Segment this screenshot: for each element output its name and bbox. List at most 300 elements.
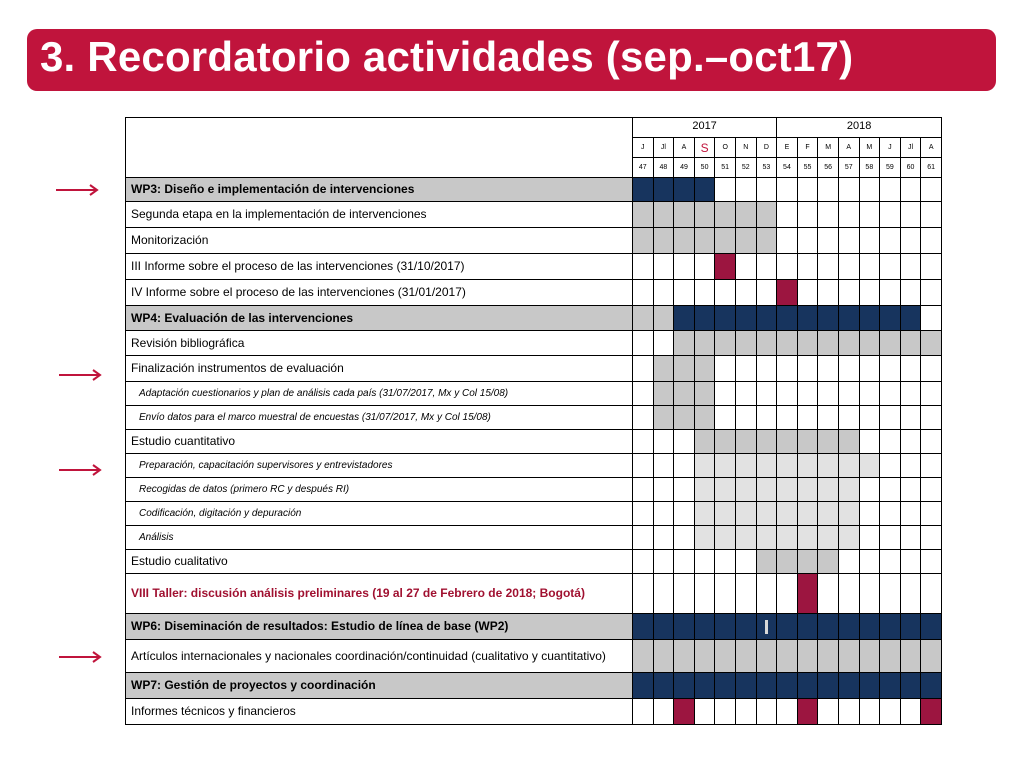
gantt-cell-active (900, 640, 921, 673)
task-label: Análisis (126, 526, 633, 550)
gantt-cell-workpackage (735, 306, 756, 331)
gantt-cell-planned (818, 502, 839, 526)
gantt-cell-empty (838, 382, 859, 406)
month-header: A (674, 138, 695, 158)
gantt-cell-planned (777, 526, 798, 550)
gantt-cell-empty (859, 254, 880, 280)
gantt-cell-workpackage (735, 614, 756, 640)
gantt-cell-empty (777, 356, 798, 382)
gantt-cell-active (756, 202, 777, 228)
gantt-cell-empty (674, 574, 695, 614)
gantt-cell-empty (735, 356, 756, 382)
gantt-cell-empty (859, 356, 880, 382)
gantt-cell-empty (880, 178, 901, 202)
gantt-cell-active (674, 356, 695, 382)
gantt-cell-workpackage (838, 673, 859, 699)
gantt-row (126, 614, 942, 640)
gantt-cell-empty (859, 202, 880, 228)
gantt-cell-empty (777, 574, 798, 614)
gantt-cell-workpackage (818, 673, 839, 699)
gantt-cell-planned (838, 478, 859, 502)
gantt-cell-active (818, 640, 839, 673)
month-header: E (777, 138, 798, 158)
gantt-cell-active (653, 306, 674, 331)
gantt-cell-planned (838, 526, 859, 550)
gantt-cell-empty (880, 430, 901, 454)
gantt-cell-empty (921, 228, 942, 254)
gantt-cell-empty (777, 382, 798, 406)
task-label: III Informe sobre el proceso de las intervenciones (31/10/2017) (126, 254, 633, 280)
gantt-cell-workpackage (797, 306, 818, 331)
gantt-cell-empty (859, 178, 880, 202)
gantt-cell-planned (715, 478, 736, 502)
gantt-cell-active (633, 202, 654, 228)
month-header: J (880, 138, 901, 158)
gantt-cell-planned (818, 478, 839, 502)
gantt-cell-active (797, 430, 818, 454)
title-banner (27, 29, 996, 91)
gantt-cell-active (797, 550, 818, 574)
gantt-cell-empty (880, 454, 901, 478)
month-header: J (633, 138, 654, 158)
gantt-cell-planned (694, 478, 715, 502)
gantt-cell-empty (900, 228, 921, 254)
gantt-cell-empty (653, 331, 674, 356)
gantt-row (126, 254, 942, 280)
gantt-cell-empty (715, 356, 736, 382)
gantt-cell-planned (735, 478, 756, 502)
week-number: 50 (694, 158, 715, 178)
month-header: S (694, 138, 715, 158)
gantt-cell-empty (859, 382, 880, 406)
gantt-cell-workpackage (653, 673, 674, 699)
gantt-cell-empty (797, 228, 818, 254)
gantt-cell-empty (735, 280, 756, 306)
gantt-cell-workpackage (653, 178, 674, 202)
gantt-cell-workpackage (900, 614, 921, 640)
gantt-cell-empty (859, 574, 880, 614)
gantt-cell-active (674, 406, 695, 430)
gantt-cell-empty (818, 178, 839, 202)
gantt-row (126, 526, 942, 550)
task-label: Preparación, capacitación supervisores y entrevistadores (126, 454, 633, 478)
gantt-cell-empty (653, 574, 674, 614)
gantt-cell-empty (838, 550, 859, 574)
gantt-cell-empty (900, 254, 921, 280)
gantt-row (126, 406, 942, 430)
gantt-cell-workpackage (715, 614, 736, 640)
gantt-cell-empty (921, 382, 942, 406)
gantt-cell-empty (674, 280, 695, 306)
gantt-cell-active (633, 640, 654, 673)
gantt-row (126, 178, 942, 202)
gantt-cell-empty (859, 406, 880, 430)
gantt-cell-active (694, 356, 715, 382)
gantt-cell-empty (880, 574, 901, 614)
gantt-cell-empty (756, 178, 777, 202)
gantt-cell-empty (735, 178, 756, 202)
gantt-cell-empty (900, 202, 921, 228)
gantt-cell-empty (797, 280, 818, 306)
gantt-cell-active (859, 331, 880, 356)
gantt-cell-empty (880, 382, 901, 406)
gantt-cell-workpackage (921, 614, 942, 640)
gantt-cell-empty (797, 178, 818, 202)
gantt-cell-empty (777, 254, 798, 280)
gantt-cell-active (694, 331, 715, 356)
gantt-cell-empty (921, 356, 942, 382)
gantt-cell-planned (756, 526, 777, 550)
gantt-cell-active (859, 640, 880, 673)
gantt-cell-empty (653, 430, 674, 454)
gantt-cell-empty (921, 574, 942, 614)
gantt-cell-active (715, 640, 736, 673)
gantt-cell-workpackage (633, 614, 654, 640)
arrow-right-icon (58, 368, 104, 382)
bar-marker (765, 620, 768, 634)
gantt-cell-workpackage (756, 614, 777, 640)
arrow-right-icon (55, 183, 101, 197)
gantt-cell-workpackage (859, 673, 880, 699)
gantt-cell-empty (859, 478, 880, 502)
gantt-cell-active (674, 228, 695, 254)
gantt-cell-empty (797, 382, 818, 406)
gantt-cell-empty (818, 382, 839, 406)
gantt-cell-active (694, 382, 715, 406)
gantt-cell-workpackage (880, 306, 901, 331)
gantt-cell-planned (735, 502, 756, 526)
gantt-cell-empty (633, 254, 654, 280)
gantt-cell-empty (756, 280, 777, 306)
gantt-row (126, 454, 942, 478)
task-label: Envío datos para el marco muestral de encuestas (31/07/2017, Mx y Col 15/08) (126, 406, 633, 430)
gantt-cell-empty (735, 254, 756, 280)
gantt-cell-empty (880, 699, 901, 725)
gantt-cell-workpackage (777, 673, 798, 699)
header-corner (126, 118, 633, 178)
task-label: Monitorización (126, 228, 633, 254)
gantt-cell-active (735, 331, 756, 356)
gantt-cell-empty (633, 550, 654, 574)
gantt-cell-planned (756, 478, 777, 502)
gantt-cell-empty (653, 699, 674, 725)
gantt-cell-active (880, 640, 901, 673)
gantt-cell-empty (633, 574, 654, 614)
gantt-cell-empty (756, 699, 777, 725)
gantt-cell-empty (818, 254, 839, 280)
gantt-row (126, 331, 942, 356)
gantt-cell-empty (921, 526, 942, 550)
gantt-cell-active (777, 430, 798, 454)
task-label: WP3: Diseño e implementación de intervenciones (126, 178, 633, 202)
task-label: Estudio cualitativo (126, 550, 633, 574)
week-number: 55 (797, 158, 818, 178)
gantt-cell-empty (921, 430, 942, 454)
gantt-cell-empty (735, 574, 756, 614)
gantt-cell-workpackage (694, 178, 715, 202)
gantt-cell-empty (838, 202, 859, 228)
gantt-cell-empty (900, 356, 921, 382)
gantt-cell-active (715, 331, 736, 356)
gantt-cell-empty (715, 699, 736, 725)
gantt-cell-active (735, 228, 756, 254)
gantt-cell-milestone (715, 254, 736, 280)
gantt-row (126, 280, 942, 306)
gantt-cell-empty (880, 550, 901, 574)
month-header: A (838, 138, 859, 158)
gantt-cell-workpackage (674, 614, 695, 640)
gantt-cell-empty (880, 406, 901, 430)
gantt-cell-empty (653, 454, 674, 478)
month-header: Jl (653, 138, 674, 158)
gantt-cell-empty (694, 254, 715, 280)
gantt-cell-active (653, 406, 674, 430)
gantt-cell-empty (900, 430, 921, 454)
gantt-cell-workpackage (715, 673, 736, 699)
gantt-cell-planned (859, 454, 880, 478)
gantt-cell-active (756, 430, 777, 454)
gantt-cell-empty (818, 228, 839, 254)
week-number: 61 (921, 158, 942, 178)
gantt-cell-planned (777, 454, 798, 478)
year-header: 2018 (777, 118, 942, 138)
gantt-cell-milestone (797, 574, 818, 614)
gantt-cell-active (694, 228, 715, 254)
gantt-cell-empty (633, 502, 654, 526)
gantt-cell-empty (797, 254, 818, 280)
gantt-row (126, 306, 942, 331)
gantt-cell-workpackage (880, 673, 901, 699)
gantt-cell-empty (756, 382, 777, 406)
gantt-cell-empty (777, 699, 798, 725)
week-number: 59 (880, 158, 901, 178)
gantt-cell-active (797, 331, 818, 356)
gantt-cell-empty (756, 406, 777, 430)
gantt-cell-active (921, 640, 942, 673)
gantt-cell-active (735, 202, 756, 228)
gantt-cell-planned (797, 454, 818, 478)
gantt-cell-planned (838, 454, 859, 478)
gantt-cell-empty (900, 550, 921, 574)
task-label: WP4: Evaluación de las intervenciones (126, 306, 633, 331)
gantt-cell-active (777, 331, 798, 356)
task-label: Segunda etapa en la implementación de intervenciones (126, 202, 633, 228)
gantt-cell-empty (797, 406, 818, 430)
gantt-cell-active (674, 331, 695, 356)
arrow-right-icon (58, 650, 104, 664)
gantt-cell-empty (674, 454, 695, 478)
gantt-cell-workpackage (797, 673, 818, 699)
gantt-cell-workpackage (694, 306, 715, 331)
gantt-cell-empty (921, 478, 942, 502)
gantt-cell-active (921, 331, 942, 356)
gantt-cell-empty (838, 699, 859, 725)
gantt-cell-workpackage (777, 306, 798, 331)
gantt-cell-planned (797, 502, 818, 526)
gantt-cell-empty (715, 280, 736, 306)
gantt-cell-empty (653, 526, 674, 550)
gantt-cell-empty (838, 356, 859, 382)
gantt-cell-empty (715, 382, 736, 406)
week-number: 49 (674, 158, 695, 178)
gantt-cell-workpackage (900, 673, 921, 699)
gantt-cell-empty (674, 478, 695, 502)
gantt-row (126, 430, 942, 454)
gantt-cell-active (818, 430, 839, 454)
gantt-row (126, 640, 942, 673)
gantt-cell-empty (880, 280, 901, 306)
gantt-cell-empty (900, 454, 921, 478)
task-label: Informes técnicos y financieros (126, 699, 633, 725)
slide-title: 3. Recordatorio actividades (sep.–oct17) (40, 33, 854, 80)
gantt-cell-active (694, 640, 715, 673)
gantt-cell-empty (715, 178, 736, 202)
gantt-cell-empty (633, 478, 654, 502)
gantt-cell-empty (880, 356, 901, 382)
gantt-cell-planned (694, 526, 715, 550)
gantt-cell-active (694, 202, 715, 228)
gantt-cell-empty (777, 178, 798, 202)
gantt-cell-empty (900, 699, 921, 725)
gantt-cell-planned (715, 526, 736, 550)
gantt-cell-active (756, 550, 777, 574)
gantt-cell-empty (633, 454, 654, 478)
gantt-row (126, 673, 942, 699)
gantt-cell-empty (818, 356, 839, 382)
gantt-cell-workpackage (859, 614, 880, 640)
gantt-cell-workpackage (797, 614, 818, 640)
month-header: A (921, 138, 942, 158)
gantt-cell-active (818, 331, 839, 356)
gantt-cell-milestone (777, 280, 798, 306)
gantt-cell-active (653, 228, 674, 254)
gantt-cell-planned (797, 526, 818, 550)
gantt-row (126, 382, 942, 406)
week-number: 47 (633, 158, 654, 178)
gantt-cell-empty (633, 430, 654, 454)
gantt-cell-empty (900, 478, 921, 502)
gantt-cell-active (653, 202, 674, 228)
gantt-cell-planned (777, 478, 798, 502)
gantt-cell-empty (921, 280, 942, 306)
gantt-cell-empty (694, 280, 715, 306)
gantt-cell-empty (756, 356, 777, 382)
gantt-cell-workpackage (694, 614, 715, 640)
gantt-cell-empty (777, 228, 798, 254)
gantt-cell-active (777, 550, 798, 574)
gantt-cell-planned (797, 478, 818, 502)
gantt-cell-active (838, 640, 859, 673)
gantt-cell-empty (735, 382, 756, 406)
gantt-cell-workpackage (900, 306, 921, 331)
gantt-cell-active (653, 356, 674, 382)
gantt-cell-active (756, 331, 777, 356)
gantt-row (126, 228, 942, 254)
gantt-cell-planned (756, 454, 777, 478)
gantt-cell-empty (921, 306, 942, 331)
gantt-cell-empty (921, 202, 942, 228)
gantt-cell-empty (633, 526, 654, 550)
gantt-row (126, 699, 942, 725)
gantt-cell-workpackage (674, 673, 695, 699)
gantt-cell-empty (735, 406, 756, 430)
gantt-cell-workpackage (653, 614, 674, 640)
gantt-cell-empty (838, 406, 859, 430)
gantt-cell-active (838, 430, 859, 454)
month-header: M (859, 138, 880, 158)
gantt-cell-empty (674, 550, 695, 574)
gantt-cell-workpackage (735, 673, 756, 699)
gantt-cell-active (674, 382, 695, 406)
month-header: Jl (900, 138, 921, 158)
gantt-cell-empty (674, 526, 695, 550)
gantt-cell-empty (818, 280, 839, 306)
gantt-cell-planned (838, 502, 859, 526)
week-number: 57 (838, 158, 859, 178)
gantt-cell-empty (674, 430, 695, 454)
gantt-cell-empty (900, 280, 921, 306)
gantt-cell-workpackage (818, 614, 839, 640)
gantt-cell-workpackage (694, 673, 715, 699)
task-label: Finalización instrumentos de evaluación (126, 356, 633, 382)
gantt-cell-empty (838, 280, 859, 306)
gantt-cell-empty (838, 228, 859, 254)
week-number: 52 (735, 158, 756, 178)
gantt-cell-active (653, 640, 674, 673)
gantt-cell-empty (633, 280, 654, 306)
gantt-cell-active (756, 228, 777, 254)
month-header: M (818, 138, 839, 158)
gantt-cell-planned (715, 502, 736, 526)
gantt-cell-empty (633, 356, 654, 382)
gantt-cell-empty (633, 382, 654, 406)
gantt-cell-workpackage (633, 178, 654, 202)
gantt-cell-empty (880, 478, 901, 502)
gantt-cell-active (674, 640, 695, 673)
task-label: Adaptación cuestionarios y plan de análisis cada país (31/07/2017, Mx y Col 15/08) (126, 382, 633, 406)
gantt-cell-active (715, 202, 736, 228)
gantt-cell-workpackage (674, 178, 695, 202)
gantt-cell-planned (756, 502, 777, 526)
gantt-cell-milestone (921, 699, 942, 725)
gantt-cell-active (735, 430, 756, 454)
gantt-cell-active (818, 550, 839, 574)
gantt-cell-active (653, 382, 674, 406)
gantt-cell-empty (859, 550, 880, 574)
gantt-row (126, 574, 942, 614)
gantt-cell-workpackage (674, 306, 695, 331)
week-number: 60 (900, 158, 921, 178)
gantt-cell-empty (859, 280, 880, 306)
gantt-cell-active (715, 430, 736, 454)
gantt-cell-active (735, 640, 756, 673)
task-label: IV Informe sobre el proceso de las intervenciones (31/01/2017) (126, 280, 633, 306)
month-header: D (756, 138, 777, 158)
gantt-cell-empty (735, 550, 756, 574)
gantt-cell-milestone (797, 699, 818, 725)
gantt-cell-empty (653, 254, 674, 280)
gantt-cell-empty (694, 699, 715, 725)
gantt-cell-empty (921, 406, 942, 430)
gantt-cell-empty (900, 574, 921, 614)
gantt-cell-empty (818, 406, 839, 430)
gantt-cell-empty (653, 502, 674, 526)
gantt-cell-planned (818, 454, 839, 478)
gantt-cell-workpackage (777, 614, 798, 640)
gantt-cell-empty (880, 502, 901, 526)
gantt-cell-empty (715, 550, 736, 574)
gantt-cell-milestone (674, 699, 695, 725)
